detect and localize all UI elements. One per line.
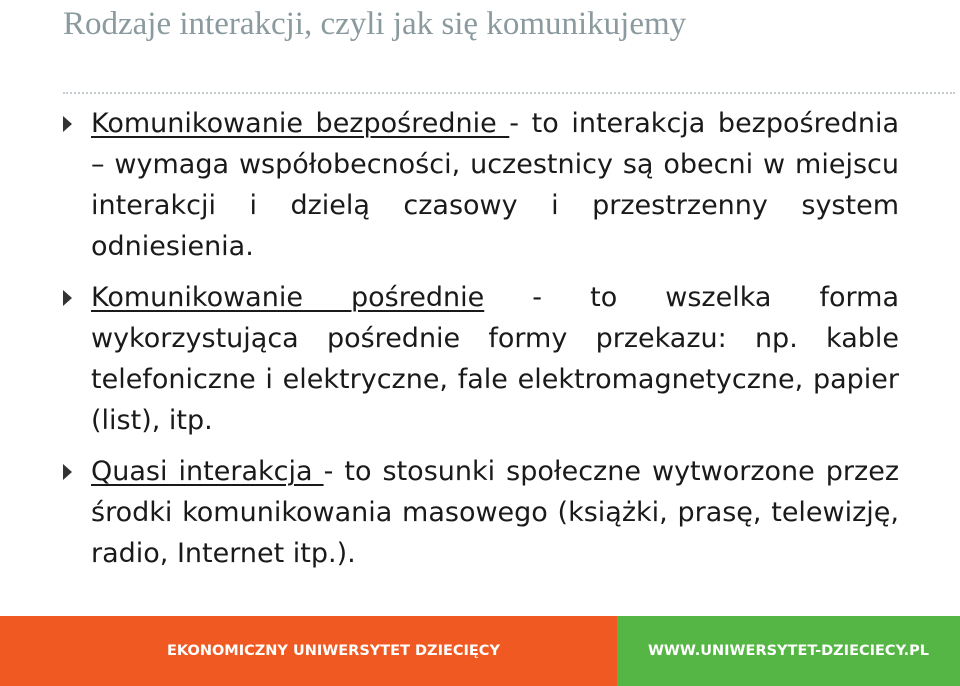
bullet-list: [63, 103, 899, 574]
slide-title: Rodzaje interakcji, czyli jak się komunikujemy: [63, 6, 687, 42]
bullet-term: Komunikowanie bezpośrednie: [91, 108, 510, 139]
bullet-text: - to wszelka forma wykorzystująca pośrednie formy przekazu: np. kable telefoniczne i elektryczne, fale elektromagnetyczne, papier (list), itp.: [91, 282, 899, 436]
bullet-text: - to stosunki społeczne wytworzone przez środki komunikowania masowego (książki, prasę, telewizję, radio, Internet itp.).: [91, 456, 899, 569]
footer-bar: [0, 616, 960, 686]
bullet-item-quasi: [63, 451, 899, 574]
bullet-item-indirect: [63, 277, 899, 441]
bullet-term: Quasi interakcja: [91, 456, 324, 487]
triangle-right-icon: [63, 290, 72, 306]
triangle-right-icon: [63, 464, 72, 480]
bullet-item-direct: [63, 103, 899, 267]
footer-university-name: EKONOMICZNY UNIWERSYTET DZIECIĘCY: [0, 616, 617, 686]
bullet-text: - to interakcja bezpośrednia – wymaga współobecności, uczestnicy są obecni w miejscu interakcji i dzielą czasowy i przestrzenny system odniesienia.: [91, 108, 899, 262]
title-divider: [63, 92, 955, 94]
footer-website-url: WWW.UNIWERSYTET-DZIECIECY.PL: [617, 616, 960, 686]
bullet-term: Komunikowanie pośrednie: [91, 282, 485, 313]
triangle-right-icon: [63, 116, 72, 132]
